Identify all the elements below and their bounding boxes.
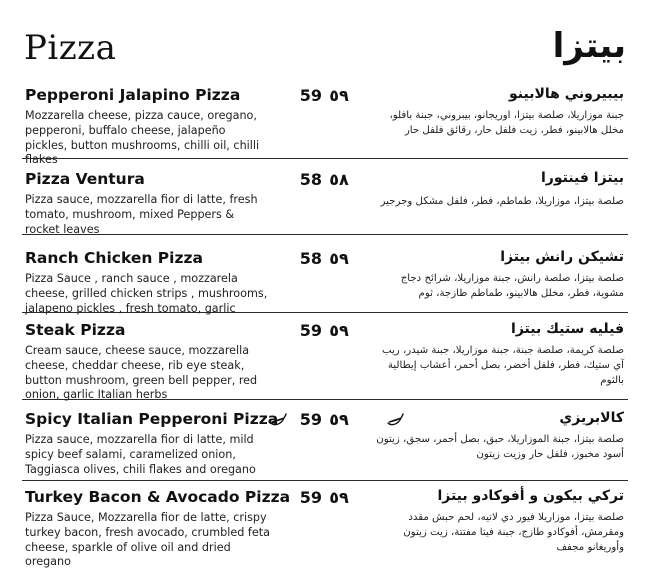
menu-item [22, 321, 628, 400]
item-name-ar: فيليه ستيك بيتزا [511, 321, 624, 337]
item-desc-ar: صلصة كريمة، صلصة جبنة، جبنة موزاريلا، جبنة شيدر، ريب آي ستيك، فطر، فلفل أخضر، بصل أحمر، أعشاب إيطالية بالثوم [381, 345, 624, 386]
item-price-ar: ٥٩ [329, 410, 349, 429]
item-price-en: 58 [299, 170, 322, 189]
item-name-en: Pepperoni Jalapino Pizza [25, 86, 241, 104]
item-desc-en: Cream sauce, cheese sauce, mozzarella cheese, cheddar cheese, rib eye steak, button mushroom, green bell pepper, red onion, garlic Italian herbs [25, 344, 258, 402]
item-desc-ar: صلصة بيتزا، جبنة الموزاريلا، حبق، بصل أحمر، سجق، زيتون أسود مخبوز، فلفل حار وزيت زيتون [376, 434, 624, 460]
menu-item [22, 249, 628, 313]
item-price-ar: ٥٩ [329, 249, 349, 268]
item-name-ar: تركي بيكون و أفوكادو بيتزا [437, 488, 624, 504]
item-price-ar: ٥٩ [329, 321, 349, 340]
page-title-ar: بيتزا [552, 26, 626, 66]
item-name-ar: تشيكن رانش بيتزا [500, 249, 624, 265]
item-name-ar: بيتزا فينتورا [540, 170, 624, 186]
item-price-ar: ٥٩ [329, 488, 349, 507]
item-desc-en: Pizza Sauce, Mozzarella fior de latte, crispy turkey bacon, fresh avocado, crumbled feta cheese, sparkle of olive oil and dried oregano [25, 511, 270, 569]
item-price-ar: ٥٩ [329, 86, 349, 105]
item-desc-ar: صلصة بيتزا، موزاريلا فيور دي لاتيه، لحم حبش مقدد ومقرمش، أفوكادو طازج، جبنة فيتا مفتتة، زيت زيتون وأوريغانو مجفف [403, 512, 624, 553]
item-desc-en: Pizza sauce, mozzarella fior di latte, fresh tomato, mushroom, mixed Peppers & rocket leaves [25, 193, 258, 236]
item-desc-en: Pizza sauce, mozzarella fior di latte, mild spicy beef salami, caramelized onion, Taggiasca olives, chili flakes and oregano [25, 433, 256, 476]
item-name-en: Spicy Italian Pepperoni Pizza [25, 410, 279, 428]
item-name-en: Steak Pizza [25, 321, 126, 339]
item-price-en: 59 [299, 86, 322, 105]
menu-item [22, 410, 628, 481]
item-desc-en: Pizza Sauce , ranch sauce , mozzarela cheese, grilled chicken strips , mushrooms, jalapeno pickles , fresh tomato, garlic [25, 272, 268, 315]
item-desc-ar: صلصة بيتزا، صلصة رانش، جبنة موزاريلا، شرائح دجاج مشوية، فطر، مخلل هالابينو، طماطم طازجة، ثوم [400, 273, 624, 299]
item-price-ar: ٥٨ [329, 170, 349, 189]
item-name-en: Turkey Bacon & Avocado Pizza [25, 488, 291, 506]
item-name-ar: كالابريزي [559, 410, 624, 426]
item-name-en: Ranch Chicken Pizza [25, 249, 203, 267]
item-price-en: 59 [299, 488, 322, 507]
item-desc-ar: جبنة موزاريلا، صلصة بيتزا، اوريجانو، بيبروني، جبنة بافلو، مخلل هالابينو، فطر، زيت فلفل حار، رقائق فلفل حار [389, 110, 624, 136]
item-name-ar: بيبيروني هالابينو [509, 86, 624, 102]
page-title-en: Pizza [24, 28, 117, 68]
chili-icon [269, 413, 287, 427]
item-desc-en: Mozzarella cheese, pizza cauce, oregano, pepperoni, buffalo cheese, jalapeño pickles, button mushrooms, chilli oil, chilli flakes [25, 109, 260, 167]
item-price-en: 59 [299, 321, 322, 340]
menu-item [22, 170, 628, 235]
menu-item [22, 488, 628, 569]
chili-icon [386, 413, 404, 427]
item-desc-ar: صلصة بيتزا، موزاريلا، طماطم، فطر، فلفل مشكل وجرجير [380, 196, 624, 207]
item-price-en: 58 [299, 249, 322, 268]
item-price-en: 59 [299, 410, 322, 429]
menu-item [22, 86, 628, 167]
item-name-en: Pizza Ventura [25, 170, 145, 188]
